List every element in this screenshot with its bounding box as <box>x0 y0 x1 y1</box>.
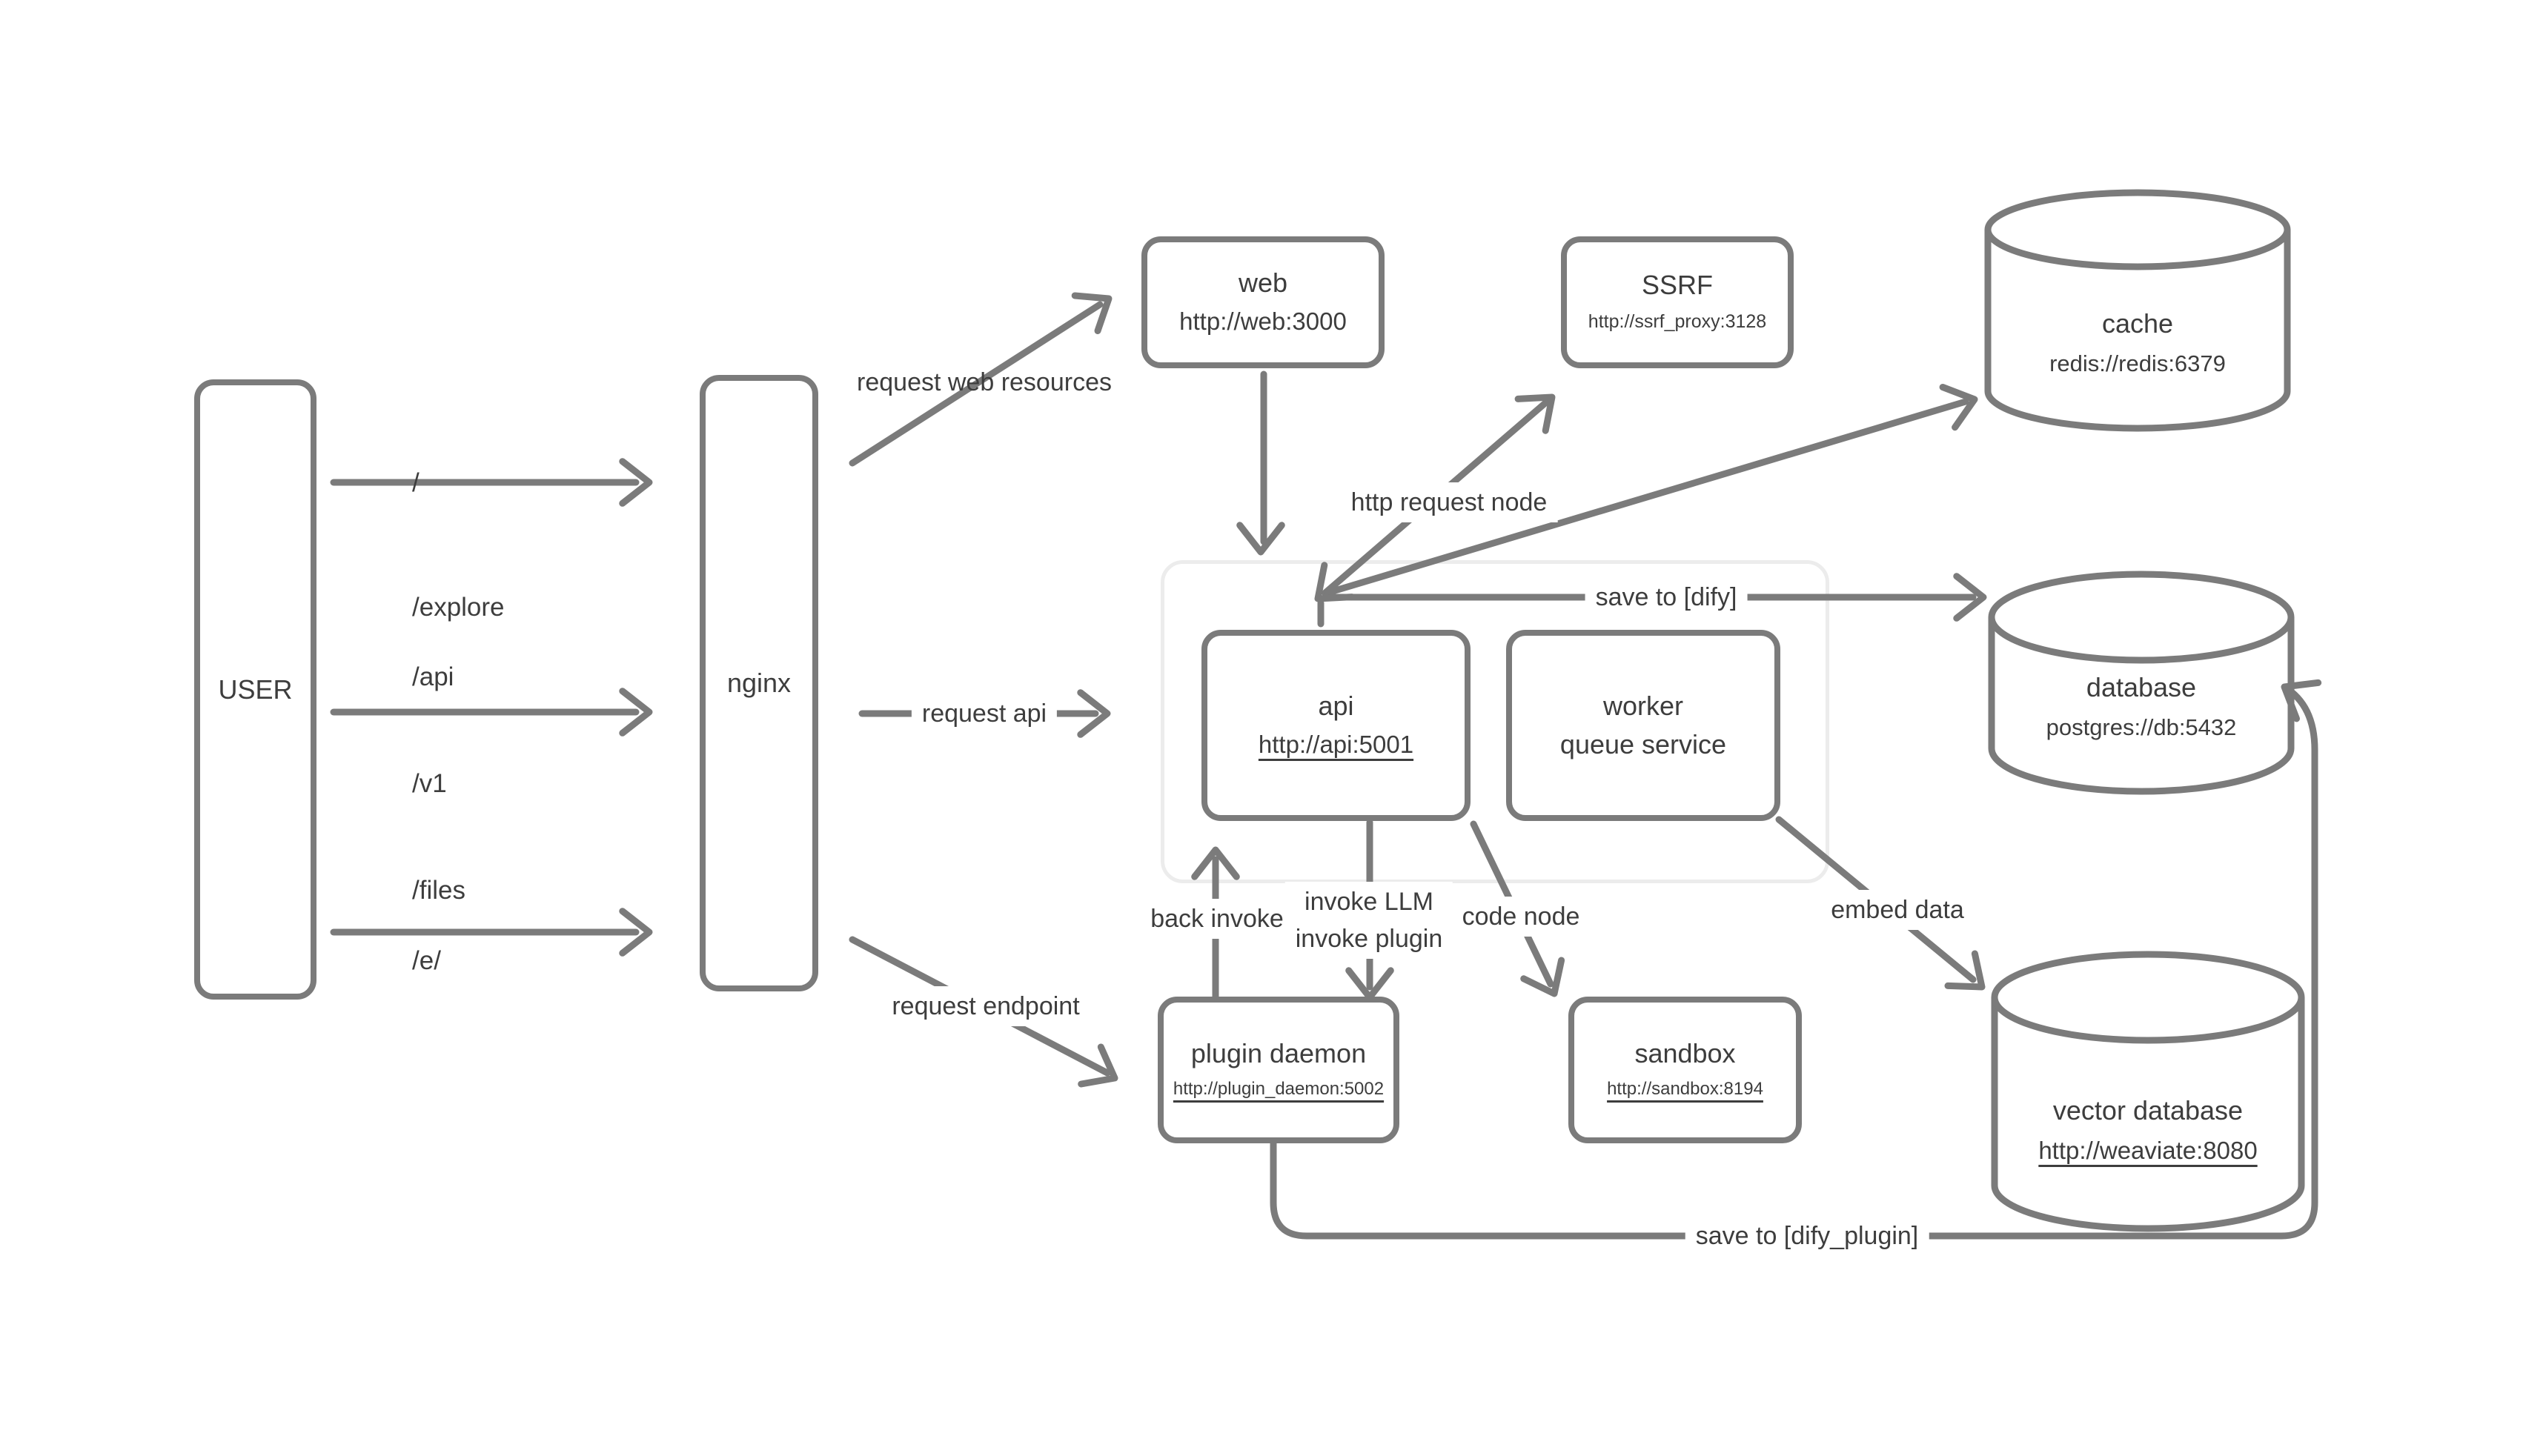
edge-label-invoke-llm: invoke LLM <box>1304 888 1433 916</box>
sandbox-url: http://sandbox:8194 <box>1607 1079 1763 1099</box>
edge-label-request-api: request api <box>912 694 1057 734</box>
edge-label-http-request-node: http request node <box>1341 482 1558 522</box>
cache-label <box>2049 304 2226 384</box>
sandbox-node <box>1568 997 1802 1143</box>
vectordb-title: vector database <box>2052 1095 2244 1126</box>
api-node <box>1201 630 1471 821</box>
vectordb-label <box>2038 1091 2257 1171</box>
plugin-daemon-url: http://plugin_daemon:5002 <box>1173 1079 1385 1099</box>
edge-label-code-node: code node <box>1452 897 1591 937</box>
worker-subtitle: queue service <box>1559 729 1727 759</box>
web-title: web <box>1238 267 1288 298</box>
edge-label-save-to-dify: save to [dify] <box>1585 577 1748 617</box>
edge-label-request-web: request web resources <box>857 368 1112 396</box>
edge-label-request-endpoint: request endpoint <box>881 986 1090 1026</box>
edge-label-back-invoke: back invoke <box>1140 899 1294 939</box>
plugin-daemon-node <box>1158 997 1399 1143</box>
plugin-daemon-title: plugin daemon <box>1190 1038 1367 1068</box>
edge-label-save-to-dify-plugin: save to [dify_plugin] <box>1685 1216 1929 1256</box>
api-title: api <box>1318 691 1354 721</box>
cache-cylinder-top <box>1988 193 2287 267</box>
sandbox-title: sandbox <box>1634 1038 1736 1068</box>
cache-url: redis://redis:6379 <box>2049 350 2226 376</box>
nginx-label: nginx <box>726 668 792 698</box>
database-url: postgres://db:5432 <box>2046 714 2237 740</box>
ssrf-url: http://ssrf_proxy:3128 <box>1588 311 1767 332</box>
edge-label-endpoint-path: /e/ <box>412 946 441 975</box>
worker-node <box>1506 630 1780 821</box>
ssrf-node <box>1561 236 1794 368</box>
user-node <box>194 379 316 1000</box>
web-node <box>1141 236 1385 368</box>
database-title: database <box>2086 672 2197 702</box>
cache-title: cache <box>2101 308 2174 339</box>
vectordb-url: http://weaviate:8080 <box>2038 1137 2258 1164</box>
vectordb-cylinder-top <box>1995 954 2301 1040</box>
edge-label-invoke <box>1285 882 1453 959</box>
user-label: USER <box>218 674 293 705</box>
edge-label-invoke-plugin: invoke plugin <box>1295 925 1443 953</box>
api-url: http://api:5001 <box>1258 731 1414 758</box>
edge-label-embed-data: embed data <box>1820 890 1975 930</box>
worker-title: worker <box>1602 691 1684 721</box>
web-url: http://web:3000 <box>1179 308 1347 335</box>
edge-label-api-paths: /api /v1 /files <box>412 662 465 905</box>
database-cylinder-top <box>1992 574 2291 660</box>
nginx-node <box>700 375 818 991</box>
database-label <box>2046 668 2237 748</box>
edge-label-root-paths: / /explore <box>412 468 505 622</box>
ssrf-title: SSRF <box>1641 270 1713 300</box>
